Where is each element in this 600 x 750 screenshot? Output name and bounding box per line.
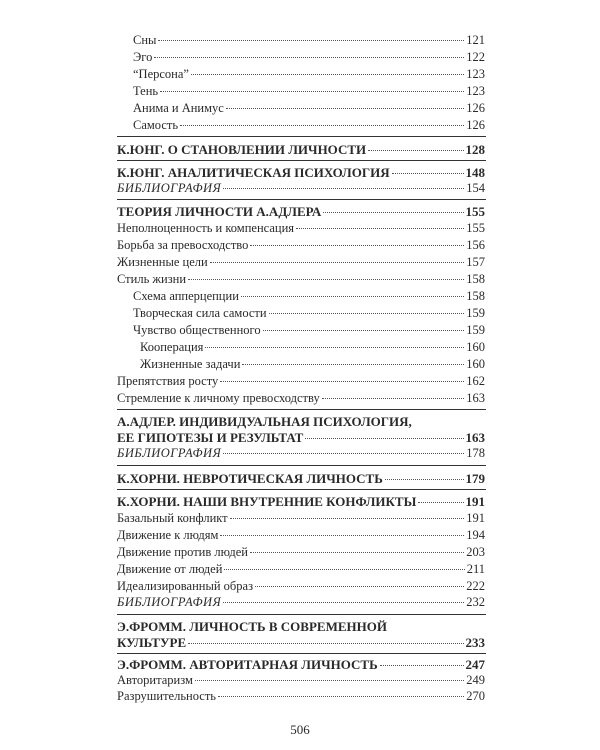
- toc-entry-title: Анима и Анимус: [133, 101, 224, 115]
- toc-entry-page: 156: [466, 238, 485, 252]
- dot-leader: [230, 518, 465, 519]
- dot-leader: [368, 150, 463, 151]
- toc-entry: [133, 101, 485, 116]
- toc-entry: [140, 340, 485, 355]
- toc-entry-page: 126: [466, 118, 485, 132]
- toc-entry-page: 126: [466, 101, 485, 115]
- toc-entry: [117, 391, 485, 406]
- dot-leader: [241, 296, 464, 297]
- toc-entry-title: ТЕОРИЯ ЛИЧНОСТИ А.АДЛЕРА: [117, 204, 322, 219]
- toc-entry-title: Жизненные задачи: [140, 357, 241, 371]
- toc-entry-title: К.ЮНГ. О СТАНОВЛЕНИИ ЛИЧНОСТИ: [117, 142, 367, 157]
- toc-entry-page: 160: [466, 340, 485, 354]
- toc-chapter: [117, 430, 485, 445]
- toc-entry-title: Жизненные цели: [117, 255, 208, 269]
- toc-entry: [133, 289, 485, 304]
- toc-entry-title: Разрушительность: [117, 689, 216, 703]
- toc-entry: [117, 238, 485, 253]
- toc-entry-title: А.АДЛЕР. ИНДИВИДУАЛЬНАЯ ПСИХОЛОГИЯ,: [117, 414, 412, 429]
- toc-entry-title: Препятствия росту: [117, 374, 219, 388]
- toc-entry: [117, 673, 485, 688]
- toc-entry: [133, 67, 485, 82]
- toc-entry-page: 194: [466, 528, 485, 542]
- dot-leader: [418, 502, 463, 503]
- dot-leader: [242, 364, 464, 365]
- toc-entry-title: БИБЛИОГРАФИЯ: [117, 446, 222, 460]
- toc-bibliography: [117, 446, 485, 461]
- toc-entry-page: 128: [465, 142, 485, 157]
- dot-leader: [210, 262, 465, 263]
- dot-leader: [223, 602, 464, 603]
- dot-leader: [322, 398, 465, 399]
- dot-leader: [205, 347, 464, 348]
- dot-leader: [255, 586, 464, 587]
- toc-chapter: [117, 494, 485, 509]
- toc-entry: [117, 562, 485, 577]
- toc-entry-page: 162: [466, 374, 485, 388]
- toc-entry-page: 148: [465, 165, 485, 180]
- dot-leader: [223, 453, 464, 454]
- toc-entry-title: ЕЕ ГИПОТЕЗЫ И РЕЗУЛЬТАТ: [117, 430, 304, 445]
- toc-entry-page: 159: [466, 323, 485, 337]
- toc-entry: [117, 528, 485, 543]
- toc-entry-title: Э.ФРОММ. ЛИЧНОСТЬ В СОВРЕМЕННОЙ: [117, 619, 387, 634]
- dot-leader: [392, 173, 464, 174]
- toc-entry-page: 179: [465, 471, 485, 486]
- dot-leader: [224, 569, 464, 570]
- toc-entry-title: Базальный конфликт: [117, 511, 228, 525]
- toc-entry-page: 154: [466, 181, 485, 195]
- dot-leader: [191, 74, 464, 75]
- section-divider: [117, 465, 486, 466]
- toc-chapter: [117, 471, 485, 486]
- toc-entry-page: 163: [465, 430, 485, 445]
- toc-entry: [140, 357, 485, 372]
- dot-leader: [263, 330, 465, 331]
- toc-entry-page: 158: [466, 272, 485, 286]
- dot-leader: [160, 91, 464, 92]
- toc-entry-page: 191: [465, 494, 485, 509]
- toc-entry-title: Движение к людям: [117, 528, 219, 542]
- toc-entry-page: 159: [466, 306, 485, 320]
- toc-entry-title: Творческая сила самости: [133, 306, 267, 320]
- toc-entry-title: Идеализированный образ: [117, 579, 254, 593]
- toc-entry-title: Стиль жизни: [117, 272, 187, 286]
- toc-entry-title: БИБЛИОГРАФИЯ: [117, 595, 222, 609]
- toc-entry-title: К.ХОРНИ. НЕВРОТИЧЕСКАЯ ЛИЧНОСТЬ: [117, 471, 383, 486]
- section-divider: [117, 489, 486, 490]
- toc-entry: [133, 33, 485, 48]
- dot-leader: [305, 438, 463, 439]
- toc-entry-title: Стремление к личному превосходству: [117, 391, 320, 405]
- toc-entry-page: 191: [466, 511, 485, 525]
- dot-leader: [323, 212, 463, 213]
- toc-entry-page: 160: [466, 357, 485, 371]
- toc-chapter: [117, 204, 485, 219]
- section-divider: [117, 136, 486, 137]
- dot-leader: [226, 108, 464, 109]
- section-divider: [117, 614, 486, 615]
- toc-entry-page: 222: [466, 579, 485, 593]
- toc-entry-page: 247: [465, 657, 485, 672]
- toc-entry-title: Э.ФРОММ. АВТОРИТАРНАЯ ЛИЧНОСТЬ: [117, 657, 378, 672]
- dot-leader: [250, 552, 464, 553]
- section-divider: [117, 199, 486, 200]
- toc-entry-page: 157: [466, 255, 485, 269]
- toc-entry: [117, 255, 485, 270]
- toc-entry-page: 232: [466, 595, 485, 609]
- dot-leader: [154, 57, 464, 58]
- toc-bibliography: [117, 181, 485, 196]
- dot-leader: [188, 643, 463, 644]
- toc-entry: [117, 374, 485, 389]
- toc-chapter: [117, 142, 485, 157]
- toc-entry: [117, 511, 485, 526]
- toc-entry-page: 203: [466, 545, 485, 559]
- toc-chapter-line: [117, 619, 485, 634]
- toc-entry-title: Самость: [133, 118, 179, 132]
- toc-entry-title: Эго: [133, 50, 153, 64]
- toc-entry: [117, 545, 485, 560]
- dot-leader: [218, 696, 464, 697]
- toc-entry: [133, 323, 485, 338]
- toc-entry-page: 270: [466, 689, 485, 703]
- toc-entry-title: Тень: [133, 84, 159, 98]
- section-divider: [117, 160, 486, 161]
- toc-chapter: [117, 635, 485, 650]
- toc-entry-page: 123: [466, 67, 485, 81]
- toc-entry-title: Движение от людей: [117, 562, 223, 576]
- dot-leader: [220, 535, 464, 536]
- section-divider: [117, 409, 486, 410]
- toc-entry-page: 155: [465, 204, 485, 219]
- toc-entry: [133, 118, 485, 133]
- toc-entry-title: БИБЛИОГРАФИЯ: [117, 181, 222, 195]
- toc-entry: [117, 579, 485, 594]
- dot-leader: [269, 313, 465, 314]
- toc-entry-title: К.ХОРНИ. НАШИ ВНУТРЕННИЕ КОНФЛИКТЫ: [117, 494, 417, 509]
- toc-chapter-line: [117, 414, 485, 429]
- toc-entry-page: 249: [466, 673, 485, 687]
- toc-entry: [133, 50, 485, 65]
- toc-entry-page: 121: [466, 33, 485, 47]
- toc-entry-title: Авторитаризм: [117, 673, 193, 687]
- toc-bibliography: [117, 595, 485, 610]
- toc-entry-page: 233: [465, 635, 485, 650]
- dot-leader: [385, 479, 464, 480]
- toc-entry-title: Кооперация: [140, 340, 204, 354]
- toc-entry-title: КУЛЬТУРЕ: [117, 635, 187, 650]
- toc-entry-page: 158: [466, 289, 485, 303]
- dot-leader: [180, 125, 464, 126]
- toc-entry-title: Неполноценность и компенсация: [117, 221, 295, 235]
- dot-leader: [158, 40, 464, 41]
- toc-chapter: [117, 657, 485, 672]
- toc-entry: [117, 221, 485, 236]
- toc-entry-page: 123: [466, 84, 485, 98]
- toc-entry-title: “Персона”: [133, 67, 189, 81]
- toc-entry-page: 122: [466, 50, 485, 64]
- dot-leader: [195, 680, 464, 681]
- toc-entry-title: Движение против людей: [117, 545, 248, 559]
- toc-entry: [133, 84, 485, 99]
- toc-entry-title: Сны: [133, 33, 157, 47]
- toc-entry-title: Борьба за превосходство: [117, 238, 249, 252]
- toc-entry: [117, 689, 485, 704]
- dot-leader: [220, 381, 464, 382]
- dot-leader: [223, 188, 464, 189]
- section-divider: [117, 653, 486, 654]
- toc-entry: [117, 272, 485, 287]
- dot-leader: [296, 228, 464, 229]
- page-number: 506: [290, 722, 310, 737]
- toc-entry-title: Чувство общественного: [133, 323, 261, 337]
- toc-entry-page: 211: [466, 562, 485, 576]
- dot-leader: [188, 279, 464, 280]
- toc-chapter: [117, 165, 485, 180]
- dot-leader: [250, 245, 464, 246]
- toc-entry: [133, 306, 485, 321]
- dot-leader: [380, 665, 464, 666]
- toc-entry-title: Схема апперцепции: [133, 289, 239, 303]
- toc-entry-page: 155: [466, 221, 485, 235]
- toc-entry-page: 178: [466, 446, 485, 460]
- toc-entry-title: К.ЮНГ. АНАЛИТИЧЕСКАЯ ПСИХОЛОГИЯ: [117, 165, 390, 180]
- toc-entry-page: 163: [466, 391, 485, 405]
